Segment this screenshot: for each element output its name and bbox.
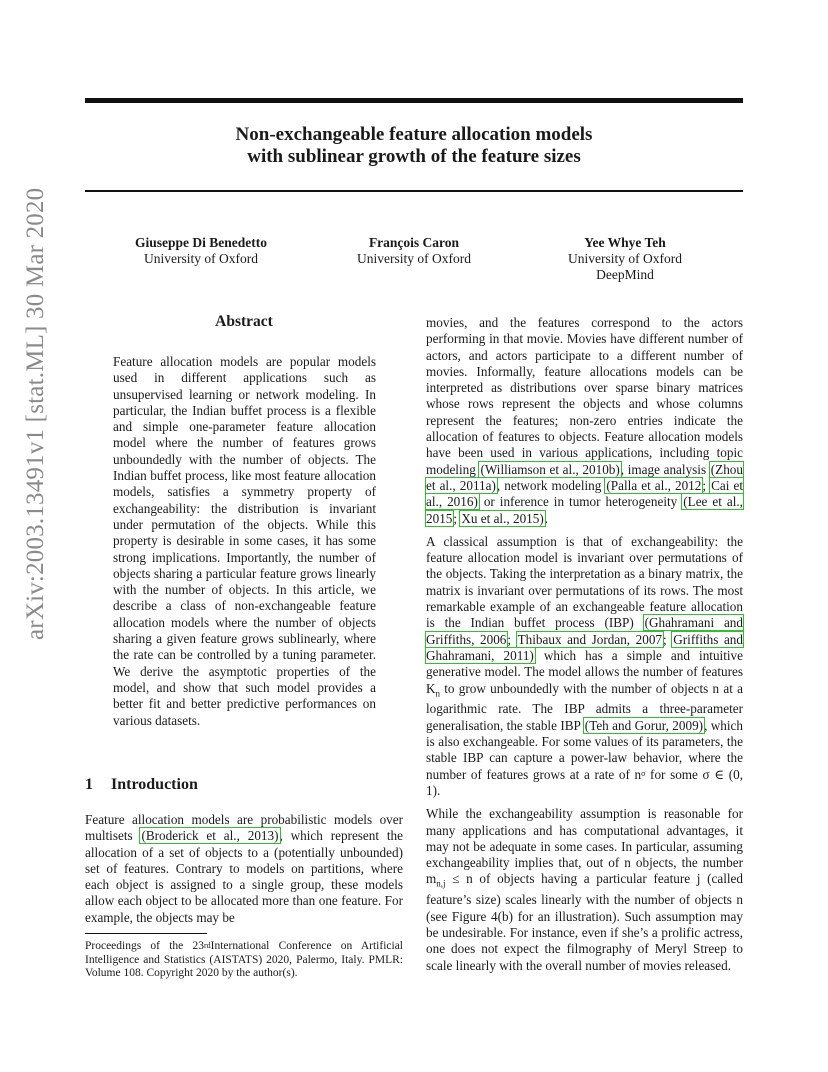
abstract-heading: Abstract <box>215 313 273 330</box>
superscript: rd <box>203 941 211 950</box>
author-2 <box>314 235 514 267</box>
abstract-body <box>113 354 376 729</box>
text-run: ; <box>702 477 711 493</box>
citation-link[interactable]: (Williamson et al., 2010b) <box>480 461 620 477</box>
author-name: Giuseppe Di Benedetto <box>134 235 267 250</box>
title-top-rule <box>85 98 743 103</box>
title-line-1: Non-exchangeable feature allocation models <box>235 124 593 145</box>
text-run: International Conference on Artificial Intelligence and Statistics (AISTATS) 2020, Palermo, Italy. PMLR: Volume 108. Copyright 2020 by the author(s). <box>85 940 403 979</box>
citation-link[interactable]: Xu et al., 2015) <box>461 510 544 526</box>
footnote-rule <box>85 933 207 934</box>
citation-link[interactable]: (Broderick et al., 2013) <box>141 828 279 844</box>
text-run: which has a simple and intuitive generative model. The model allows the number of features K <box>426 647 743 696</box>
text-run: , network modeling <box>496 477 606 493</box>
text-run: A classical assumption is that of exchangeability: the feature allocation model is invariant over permutations of the objects. Taking the interpretation as a binary matrix, the matrix is invariant over permutations of its rows. The most remarkable example of an exchangeable feature allocation is the Indian buffet process (IBP) <box>426 533 743 631</box>
text-run: ; <box>453 510 461 526</box>
superscript: σ <box>641 768 646 778</box>
paragraph <box>426 534 743 799</box>
text-run: , image analysis <box>620 461 710 477</box>
citation-link[interactable]: Cai et al., 2016) <box>426 477 743 510</box>
text-run: . <box>544 510 549 526</box>
arxiv-identifier: arXiv:2003.13491v1 [stat.ML] 30 Mar 2020 <box>22 187 49 640</box>
text-run: for some σ ∈ (0, 1). <box>426 766 743 798</box>
author-affiliation: University of Oxford <box>144 251 258 266</box>
footnote <box>85 940 403 981</box>
subscript: n,j <box>436 879 446 890</box>
citation-link[interactable]: (Ghahramani and Griffiths, 2006 <box>426 615 743 647</box>
citation-link[interactable]: Thibaux and Jordan, 2007 <box>517 631 663 647</box>
text-run: movies, and the features correspond to the actors performing in that movie. Movies have different number of actors, and actors participate to a different number of movies. Informally, feature allocations models can be interpreted as distributions over sparse binary matrices whose rows represent the objects and whose columns represent the features; non-zero entries indicate the allocation of features to objects. Feature allocation models have been used in various applications, including topic modeling <box>426 315 743 477</box>
author-affiliation: University of Oxford <box>568 251 682 266</box>
section-title: Introduction <box>111 776 198 793</box>
citation-link[interactable]: (Palla et al., 2012 <box>606 477 702 493</box>
author-affiliation: DeepMind <box>596 267 654 282</box>
text-run: ; <box>507 631 517 647</box>
text-run: While the exchangeability assumption is reasonable for many applications and has computational advantages, it may not be adequate in some cases. In particular, assuming exchangeability implies that, out of n objects, the number m <box>426 806 743 887</box>
section-heading-introduction <box>85 776 198 794</box>
paper-title <box>85 124 743 168</box>
citation-link[interactable]: Griffiths and Ghahramani, 2011) <box>426 631 743 663</box>
author-name: Yee Whye Teh <box>584 235 666 250</box>
citation-link[interactable]: (Lee et al., 2015 <box>426 494 743 526</box>
section-number: 1 <box>85 776 93 793</box>
paragraph <box>426 806 743 974</box>
author-affiliation: University of Oxford <box>357 251 471 266</box>
text-run: ≤ n of objects having a particular feature j (called feature’s size) scales linearly with the number of objects n (see Figure 4(b) for an illustration). Such assumption may be undesirable. For instance, even if she’s a prolific actress, one does not expect the filmography of Meryl Streep to scale linearly with the overall number of movies released. <box>426 871 743 973</box>
intro-paragraph <box>85 812 403 926</box>
text-run: , which represent the allocation of a set of objects to a (potentially unbounded) set of features. Contrary to models on partitions, where each object is assigned to a single group, these models allow each object to be allocated more than one feature. For example, the objects may be <box>85 828 403 925</box>
text-run: to grow unboundedly with the number of objects n at a logarithmic rate. The IBP admits a three-parameter generalisation, the stable IBP <box>426 680 743 733</box>
text-run: , which is also exchangeable. For some values of its parameters, the stable IBP can capture a power-law behavior, where the number of features grows at a rate of n <box>426 717 743 782</box>
author-name: François Caron <box>368 235 460 250</box>
author-3 <box>530 235 720 283</box>
text-run: ; <box>663 631 673 647</box>
citation-link[interactable]: (Zhou et al., 2011a) <box>426 461 743 493</box>
title-line-2: with sublinear growth of the feature sizes <box>247 146 581 167</box>
intro-left-column <box>85 812 403 926</box>
citation-link[interactable]: (Teh and Gorur, 2009) <box>584 717 704 733</box>
author-1 <box>96 235 306 267</box>
text-run: Feature allocation models are probabilistic models over multisets <box>85 812 403 844</box>
subscript: n <box>435 688 441 699</box>
text-run: Proceedings of the 23 <box>85 940 204 952</box>
text-run: or inference in tumor heterogeneity <box>478 494 683 510</box>
paragraph <box>426 315 743 527</box>
right-column <box>426 315 743 974</box>
title-bottom-rule <box>85 190 743 192</box>
abstract-text: Feature allocation models are popular models used in different applications such as unsupervised learning or network modeling. In particular, the Indian buffet process is a flexible and simple one-parameter feature allocation model where the number of features grows unboundedly with the number of objects. The Indian buffet process, like most feature allocation models, satisfies a symmetry property of exchangeability: the distribution is invariant under permutation of the objects. While this property is desirable in some cases, it has some strong implications. Importantly, the number of objects sharing a particular feature grows linearly with the number of objects. In this article, we describe a class of non-exchangeable feature allocation models where the number of objects sharing a given feature grows sublinearly, where the rate can be controlled by a tuning parameter. We derive the asymptotic properties of the model, and show that such model provides a better fit and better predictive performances on various datasets. <box>113 354 376 728</box>
